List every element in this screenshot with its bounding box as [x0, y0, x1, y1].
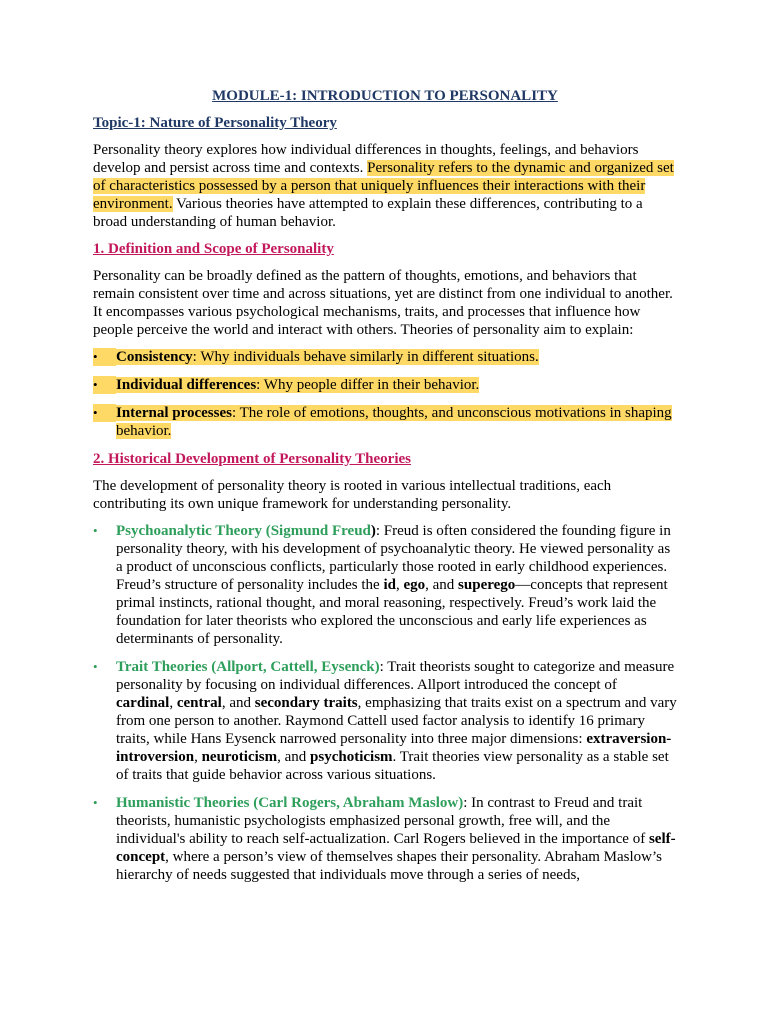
list-item: • Psychoanalytic Theory (Sigmund Freud): Freud is often considered the founding figure in personality theory, with his development of psychoanalytic theory. He viewed personality as a product of unconscious conflicts, particularly those rooted in early childhood experiences. Freud’s structure of personality includes the id, ego, and superego—concepts that represent primal instincts, rational thought, and moral reasoning, respectively. Freud’s work laid the foundation for later theorists who explored the unconscious and early life experiences as determinants of personality. — [93, 523, 671, 647]
theory-name: Humanistic Theories (Carl Rogers, Abraham Maslow) — [116, 795, 464, 811]
theories-list — [93, 522, 677, 884]
section-2-paragraph: The development of personality theory is rooted in various intellectual traditions, each contributing its own unique framework for understanding personality. — [93, 478, 612, 512]
intro-highlight: Personality refers to the dynamic and organized set of characteristics possessed by a person that uniquely influences their interactions with their environment. — [93, 160, 674, 212]
list-item — [93, 376, 677, 394]
topic-title: Topic-1: Nature of Personality Theory — [93, 115, 337, 131]
list-item — [93, 348, 677, 366]
theory-name: Psychoanalytic Theory (Sigmund Freud — [116, 523, 371, 539]
bullet-icon: • — [93, 523, 98, 538]
module-title: MODULE-1: INTRODUCTION TO PERSONALITY — [212, 88, 558, 104]
section-2-title: 2. Historical Development of Personality Theories — [93, 451, 412, 467]
list-item: • Humanistic Theories (Carl Rogers, Abraham Maslow): In contrast to Freud and trait theorists, humanistic psychologists emphasized personal growth, free will, and the individual's ability to reach self-actualization. Carl Rogers believed in the importance of self-concept, where a person’s view of themselves shapes their personality. Abraham Maslow’s hierarchy of needs suggested that individuals move through a series of needs, — [93, 795, 676, 883]
document-body — [93, 87, 677, 894]
item-text: : The role of emotions, thoughts, and unconscious motivations in shaping behavior. — [116, 405, 672, 439]
item-term: Individual differences — [116, 377, 257, 393]
list-item — [93, 404, 677, 440]
item-term: Internal processes — [116, 405, 232, 421]
item-text: : Why individuals behave similarly in different situations. — [192, 349, 539, 365]
bullet-icon: • — [93, 348, 116, 366]
intro-paragraph — [93, 141, 677, 231]
intro-text-2: Various theories have attempted to explain these differences, contributing to a broad understanding of human behavior. — [93, 196, 643, 230]
theory-name: Trait Theories (Allport, Cattell, Eysenck) — [116, 659, 380, 675]
bullet-icon: • — [93, 795, 98, 810]
item-term: Consistency — [116, 349, 193, 365]
bullet-icon: • — [93, 659, 98, 674]
section-1-paragraph: Personality can be broadly defined as the pattern of thoughts, emotions, and behaviors that remain consistent over time and across situations, yet are distinct from one individual to another. It encompasses various psychological mechanisms, traits, and processes that influence how people perceive the world and interact with others. Theories of personality aim to explain: — [93, 268, 673, 338]
section-1-title: 1. Definition and Scope of Personality — [93, 241, 334, 257]
bullet-icon: • — [93, 404, 116, 422]
bullet-icon: • — [93, 376, 116, 394]
intro-text-1: Personality theory explores how individual differences in thoughts, feelings, and behaviors develop and persist across time and contexts. — [93, 142, 639, 176]
item-text: : Why people differ in their behavior. — [256, 377, 480, 393]
list-item: • Trait Theories (Allport, Cattell, Eysenck): Trait theorists sought to categorize and measure personality by focusing on individual differences. Allport introduced the concept of cardinal, central, and secondary traits, emphasizing that traits exist on a spectrum and vary from one person to another. Raymond Cattell used factor analysis to identify 16 primary traits, while Hans Eysenck narrowed personality into three major dimensions: extraversion-introversion, neuroticism, and psychoticism. Trait theories view personality as a stable set of traits that guide behavior across various situations. — [93, 659, 677, 783]
aims-list — [93, 348, 677, 440]
